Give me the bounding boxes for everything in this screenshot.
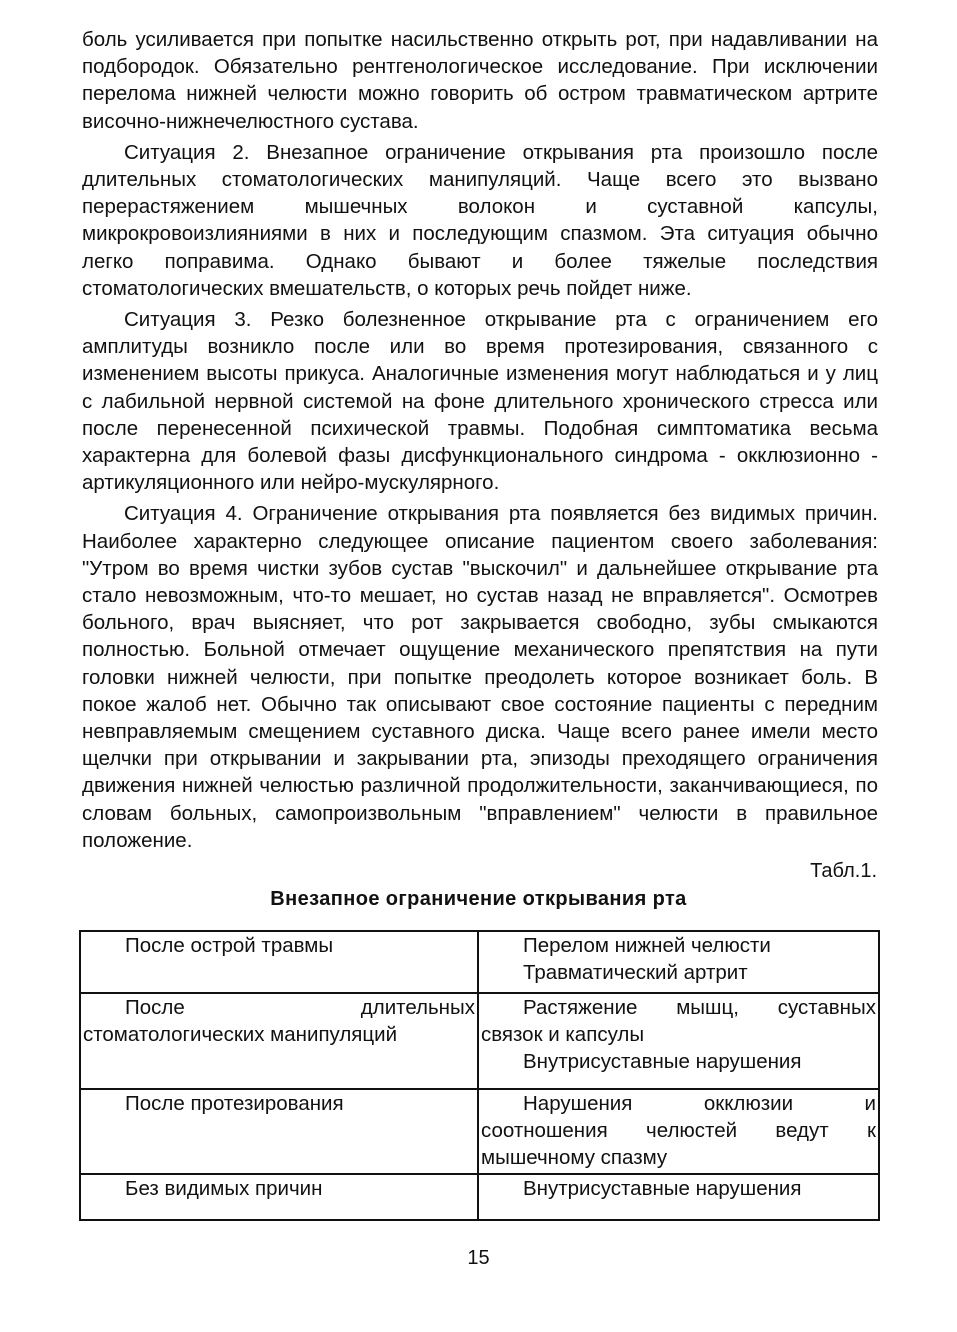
table-cell-cause <box>80 1089 478 1174</box>
table-cell-consequence <box>478 931 879 993</box>
table-cell-consequence <box>478 1089 879 1174</box>
table-cell-consequence <box>478 993 879 1089</box>
cause-text: После острой травмы <box>125 934 334 957</box>
table-label: Табл.1. <box>810 860 877 882</box>
table-row <box>80 1174 879 1220</box>
table-row <box>80 1089 879 1174</box>
paragraph-situation-3: Ситуация 3. Резко болезненное открывание рта с ограничением его амплитуды возникло после или во время протезирования, связанного с изменением высоты прикуса. Аналогичные изменения могут наблюдаться и у лиц с лабильной нервной системой на фоне длительного хронического стресса или после перенесенной психической травмы. Подобная симптоматика весьма характерна для болевой фазы дисфункционального синдрома - окклюзионно - артикуляционного или нейро-мускулярного. <box>82 308 878 495</box>
data-table <box>79 930 880 1221</box>
consequence-text: Внутрисуставные нарушения <box>523 1050 802 1073</box>
paragraph-situation-4: Ситуация 4. Ограничение открывания рта появляется без видимых причин. Наиболее характерно следующее описание пациентом своего заболевания: "Утром во время чистки зубов сустав "выскочил" и дальнейшее открывание рта стало невозможным, что-то мешает, но сустав назад не вправляется". Осмотрев больного, врач выясняет, что рот закрывается свободно, зубы смыкаются полностью. Больной отмечает ощущение механического препятствия на пути головки нижней челюсти, при попытке преодолеть которое возникает боль. В покое жалоб нет. Обычно так описывают свое состояние пациенты с передним невправляемым смещением суставного диска. Чаще всего ранее имели место щелчки при открывании и закрывании рта, эпизоды преходящего ограничения движения нижней челюстью различной продолжительности, заканчивающиеся, по словам больных, самопроизвольным "вправлением" челюсти в правильное положение. <box>82 502 878 852</box>
table-cell-consequence <box>478 1174 879 1220</box>
page-number: 15 <box>467 1247 490 1269</box>
table-cell-cause <box>80 993 478 1089</box>
table-row <box>80 993 879 1089</box>
cause-text: После протезирования <box>125 1092 344 1115</box>
consequence-text: Внутрисуставные нарушения <box>523 1177 802 1200</box>
body-text <box>82 26 878 858</box>
cause-text: Без видимых причин <box>125 1177 323 1200</box>
paragraph-situation-2: Ситуация 2. Внезапное ограничение открывания рта произошло после длительных стоматологических манипуляций. Чаще всего это вызвано перерастяжением мышечных волокон и суставной капсулы, микрокровоизлияниями в них и последующим спазмом. Эта ситуация обычно легко поправима. Однако бывают и более тяжелые последствия стоматологических вмешательств, о которых речь пойдет ниже. <box>82 140 878 300</box>
consequence-text: Нарушения окклюзии и соотношения челюстей ведут к мышечному спазму <box>481 1092 876 1169</box>
cause-text: После длительных стоматологических манипуляций <box>83 996 475 1046</box>
consequence-text: Травматический артрит <box>523 961 748 984</box>
table-cell-cause <box>80 1174 478 1220</box>
consequence-text: Перелом нижней челюсти <box>523 934 771 957</box>
table-title: Внезапное ограничение открывания рта <box>270 888 687 910</box>
table-cell-cause <box>80 931 478 993</box>
consequence-text: Растяжение мышц, суставных связок и капсулы <box>481 996 876 1046</box>
table-row <box>80 931 879 993</box>
paragraph-intro: боль усиливается при попытке насильственно открыть рот, при надавливании на подбородок. Обязательно рентгенологическое исследование. При исключении перелома нижней челюсти можно говорить об остром травматическом артрите височно-нижнечелюстного сустава. <box>82 28 878 133</box>
